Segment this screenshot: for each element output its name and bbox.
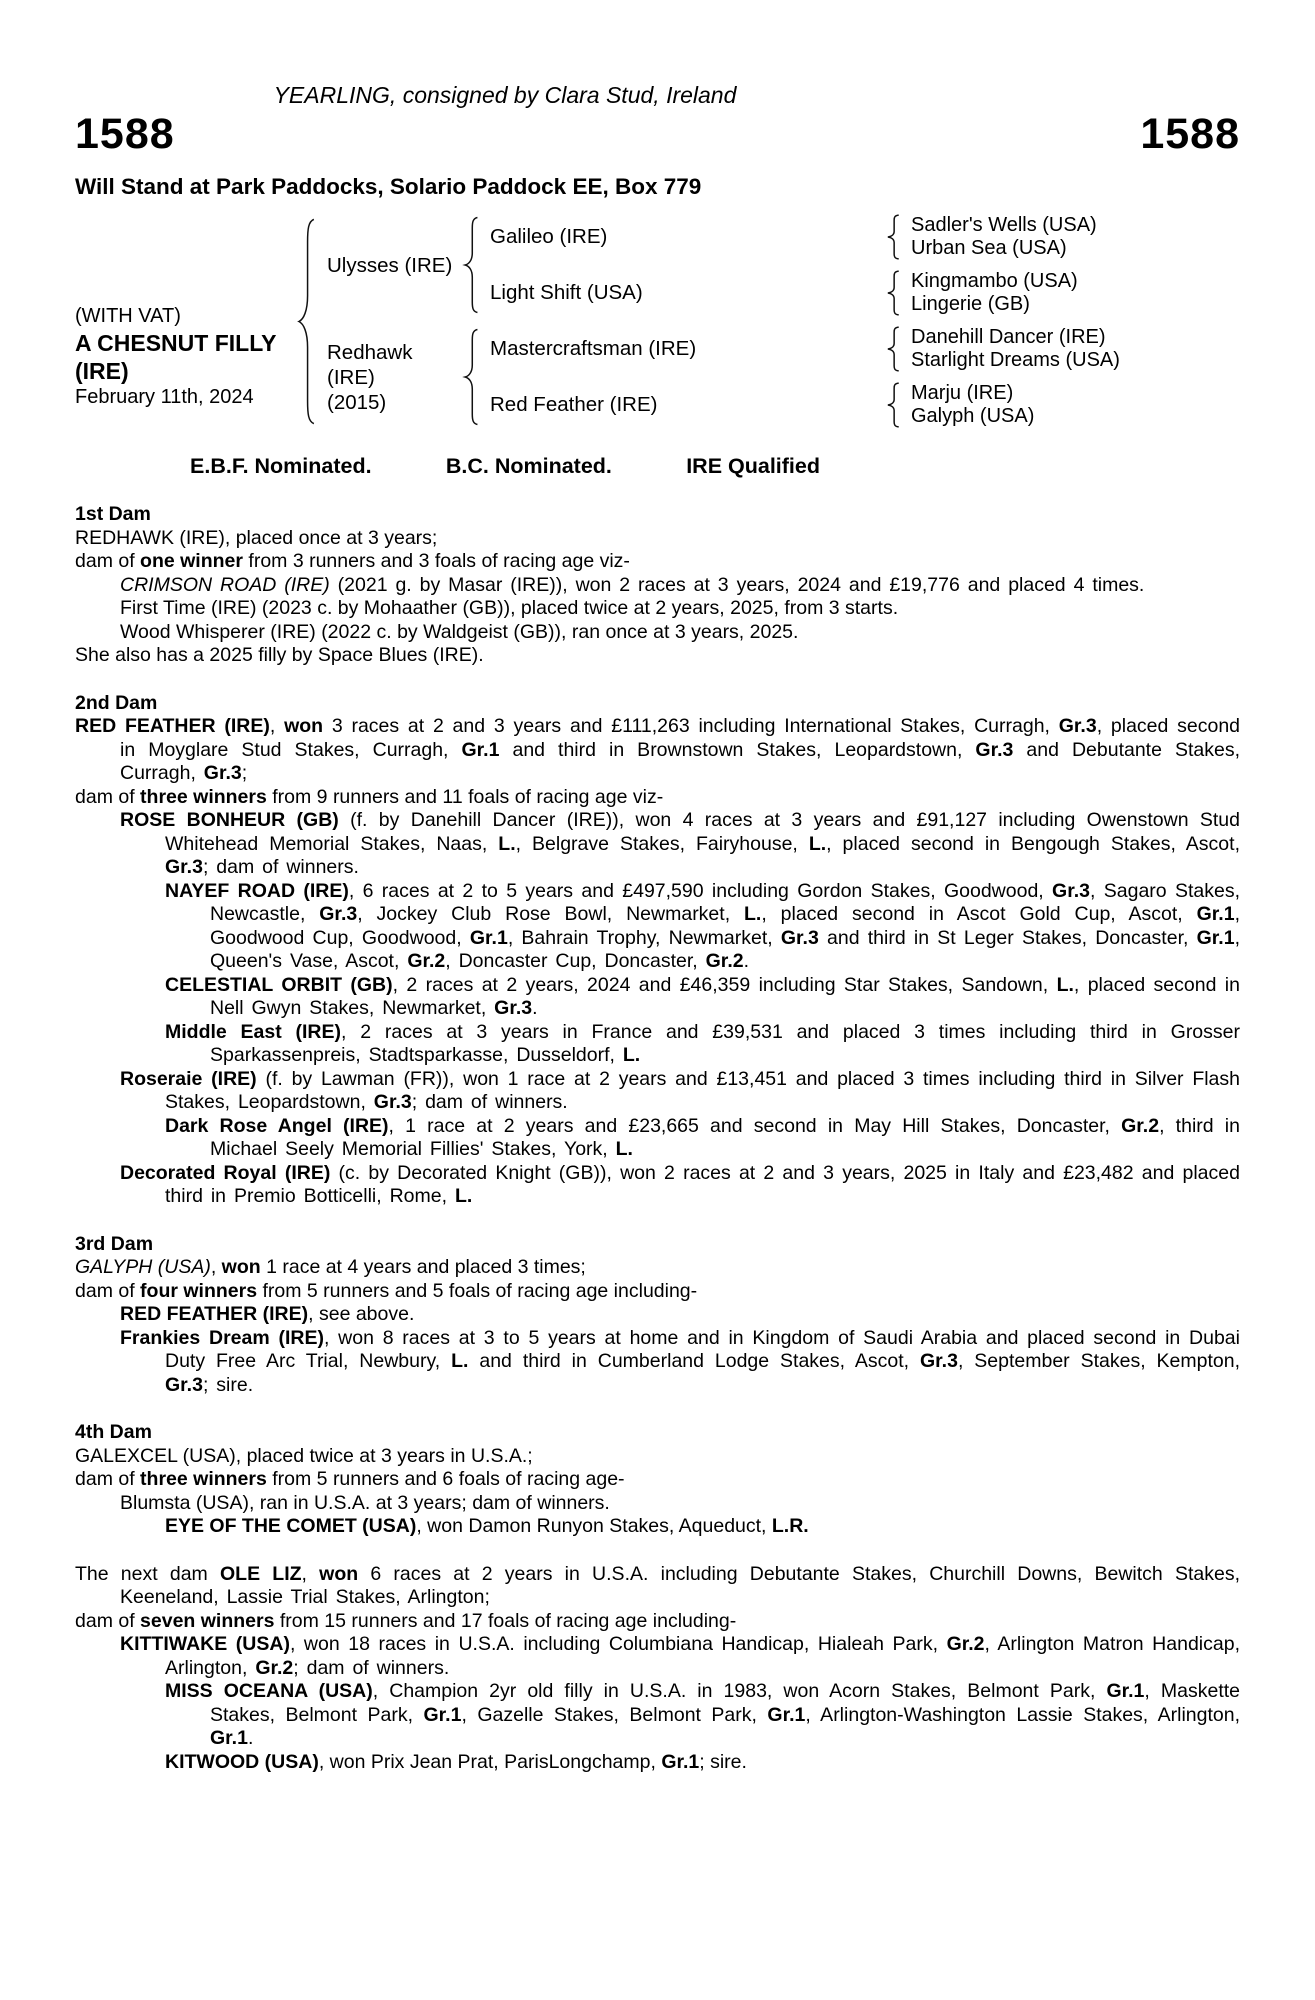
pedigree-paragraph bbox=[75, 1303, 1240, 1327]
sire-family bbox=[317, 212, 1120, 318]
pedigree-brace-icon bbox=[462, 215, 480, 315]
dam-section-heading: 3rd Dam bbox=[75, 1232, 154, 1255]
text-run: MISS OCEANA (USA) bbox=[165, 1680, 373, 1702]
text-run: (f. by Danehill Dancer (IRE)), won 4 races at 3 years and £91,127 including Owenstown Stud Whitehead Memorial Stakes, Naas, bbox=[165, 809, 1240, 855]
text-run: , placed second in Moyglare Stud Stakes, Curragh, bbox=[120, 715, 1241, 761]
text-run: Gr.3 bbox=[494, 997, 533, 1019]
pedigree-paragraph bbox=[75, 715, 1240, 786]
text-run: three winners bbox=[140, 1468, 267, 1490]
text-run: Gr.3 bbox=[1052, 879, 1090, 902]
great-granddam-name: Starlight Dreams (USA) bbox=[911, 349, 1120, 371]
pedigree-paragraph bbox=[75, 1162, 1240, 1209]
great-grandparents bbox=[901, 382, 1034, 428]
text-run: from 5 runners and 6 foals of racing age- bbox=[266, 1468, 625, 1490]
grandsire-name: Galileo (IRE) bbox=[490, 225, 608, 248]
pedigree-subject bbox=[75, 232, 295, 410]
text-run: won bbox=[284, 715, 324, 737]
lot-number-row bbox=[75, 110, 1240, 158]
text-run: and Debutante Stakes, Curragh, bbox=[120, 738, 1240, 784]
text-run: L. bbox=[808, 832, 827, 855]
lot-number-right: 1588 bbox=[1140, 110, 1240, 158]
grandsire-name: Mastercraftsman (IRE) bbox=[490, 337, 697, 360]
text-run: 3 races at 2 and 3 years and £111,263 including International Stakes, Curragh, bbox=[323, 715, 1059, 737]
nominations-row bbox=[190, 454, 820, 479]
text-run: from 5 runners and 5 foals of racing age including- bbox=[257, 1279, 698, 1302]
ebf-nomination: E.B.F. Nominated. bbox=[190, 454, 372, 478]
text-run: dam of bbox=[75, 785, 141, 808]
pedigree-paragraph bbox=[75, 1515, 1240, 1539]
pedigree-paragraph bbox=[75, 1468, 1240, 1492]
text-run: from 3 runners and 3 foals of racing age viz- bbox=[242, 550, 630, 572]
pedigree-paragraph bbox=[75, 786, 1240, 810]
dam-grandparents bbox=[480, 324, 1120, 430]
text-run: , bbox=[210, 1256, 222, 1278]
text-run: L. bbox=[451, 1350, 469, 1372]
dam-name: Redhawk (IRE) bbox=[327, 340, 413, 389]
pedigree-paragraph bbox=[75, 880, 1240, 974]
sire-name: Ulysses (IRE) bbox=[327, 253, 453, 277]
text-run: CELESTIAL ORBIT (GB) bbox=[165, 973, 393, 996]
great-grandsire-name: Danehill Dancer (IRE) bbox=[911, 326, 1106, 348]
text-run: , bbox=[301, 1562, 320, 1585]
text-run: EYE OF THE COMET (USA) bbox=[165, 1515, 417, 1537]
pedigree-paragraph bbox=[75, 574, 1240, 598]
text-run: She also has a 2025 filly by Space Blues (IRE). bbox=[75, 644, 484, 666]
stand-location-line: Will Stand at Park Paddocks, Solario Paddock EE, Box 779 bbox=[75, 174, 702, 199]
pedigree-families bbox=[317, 212, 1120, 430]
text-run: . bbox=[247, 1727, 254, 1749]
pedigree-paragraph bbox=[75, 1068, 1240, 1115]
great-grandparents bbox=[901, 214, 1097, 260]
text-run: Decorated Royal (IRE) bbox=[120, 1161, 331, 1184]
text-run: , Goodwood Cup, Goodwood, bbox=[210, 903, 1240, 949]
pedigree-paragraph bbox=[75, 527, 1240, 551]
text-run: , September Stakes, Kempton, bbox=[957, 1350, 1240, 1372]
text-run: , won Damon Runyon Stakes, Aqueduct, bbox=[416, 1515, 772, 1537]
text-run: ; dam of winners. bbox=[411, 1091, 568, 1113]
text-run: , 2 races at 3 years in France and £39,531 and placed 3 times including third in Grosser Sparkassenpreis, Stadtsparkasse, Dusseldorf, bbox=[210, 1020, 1240, 1066]
pedigree-brace-icon bbox=[885, 270, 901, 316]
text-run: , third in Michael Seely Memorial Fillies' Stakes, York, bbox=[210, 1114, 1240, 1160]
great-grandsire-name: Marju (IRE) bbox=[911, 382, 1014, 404]
text-run: dam of bbox=[75, 550, 141, 572]
text-run: and third in Cumberland Lodge Stakes, Ascot, bbox=[468, 1350, 920, 1372]
pedigree-paragraph bbox=[75, 644, 1240, 668]
text-run: 1 race at 4 years and placed 3 times; bbox=[260, 1256, 586, 1278]
text-run: L. bbox=[615, 1138, 633, 1160]
text-run: ; sire. bbox=[202, 1373, 254, 1396]
subject-origin: (IRE) bbox=[75, 358, 129, 384]
text-run: Gr.3 bbox=[920, 1350, 958, 1372]
pedigree-paragraph bbox=[75, 1633, 1240, 1680]
catalogue-body bbox=[75, 503, 1240, 1774]
pedigree-paragraph bbox=[75, 974, 1240, 1021]
granddam-unit bbox=[480, 268, 1097, 318]
text-run: Dark Rose Angel (IRE) bbox=[165, 1114, 389, 1137]
text-run: three winners bbox=[140, 785, 267, 808]
text-run: 6 races at 2 years in U.S.A. including Debutante Stakes, Churchill Downs, Bewitch Stakes, Keeneland, Lassie Trial Stakes, Arlington; bbox=[120, 1562, 1240, 1608]
text-run: , Gazelle Stakes, Belmont Park, bbox=[461, 1703, 768, 1726]
text-run: dam of bbox=[75, 1279, 141, 1302]
granddam-unit bbox=[480, 380, 1120, 430]
pedigree-paragraph bbox=[75, 1492, 1240, 1516]
pedigree-paragraph bbox=[75, 1115, 1240, 1162]
great-granddam-name: Urban Sea (USA) bbox=[911, 237, 1067, 259]
great-grandparents bbox=[901, 326, 1120, 372]
text-run: ROSE BONHEUR (GB) bbox=[120, 809, 339, 831]
text-run: Gr.2 bbox=[705, 950, 744, 972]
text-run: (f. by Lawman (FR)), won 1 race at 2 years and £13,451 and placed 3 times including third in Silver Flash Stakes, Leopardstown, bbox=[165, 1067, 1240, 1113]
text-run: Gr.1 bbox=[1196, 926, 1235, 949]
vat-note: (WITH VAT) bbox=[75, 305, 181, 327]
granddam-name: Light Shift (USA) bbox=[490, 281, 643, 304]
text-run: one winner bbox=[140, 550, 243, 572]
granddam-name: Red Feather (IRE) bbox=[490, 393, 658, 416]
text-run: Gr.3 bbox=[975, 738, 1014, 761]
text-run: ; dam of winners. bbox=[293, 1656, 450, 1679]
pedigree-brace-icon bbox=[885, 214, 901, 260]
text-run: GALEXCEL (USA), placed twice at 3 years in U.S.A.; bbox=[75, 1444, 533, 1467]
dam-year: (2015) bbox=[327, 390, 387, 414]
text-run: , bbox=[269, 715, 285, 737]
pedigree-paragraph bbox=[75, 1256, 1240, 1280]
text-run: , see above. bbox=[308, 1303, 415, 1325]
text-run: , won 18 races in U.S.A. including Columbiana Handicap, Hialeah Park, bbox=[289, 1633, 947, 1655]
text-run: OLE LIZ bbox=[220, 1562, 302, 1585]
text-run: (c. by Decorated Knight (GB)), won 2 races at 2 and 3 years, 2025 in Italy and £23,482 and placed third in Premio Botticelli, Rome, bbox=[165, 1161, 1240, 1207]
text-run: Gr.1 bbox=[1106, 1680, 1145, 1702]
text-run: four winners bbox=[140, 1279, 258, 1302]
grandsire-unit bbox=[480, 324, 1120, 374]
text-run: Gr.1 bbox=[461, 738, 500, 761]
pedigree-paragraph bbox=[75, 550, 1240, 574]
text-run: Gr.3 bbox=[165, 1373, 203, 1396]
text-run: won bbox=[221, 1256, 261, 1278]
text-run: from 15 runners and 17 foals of racing age including- bbox=[274, 1609, 737, 1632]
pedigree-brace-icon bbox=[295, 214, 317, 429]
text-run: , placed second in Bengough Stakes, Ascot, bbox=[826, 832, 1240, 855]
text-run: Gr.3 bbox=[319, 903, 358, 925]
text-run: and third in Brownstown Stakes, Leopardstown, bbox=[499, 738, 976, 761]
text-run: L. bbox=[454, 1185, 473, 1207]
text-run: , Champion 2yr old filly in U.S.A. in 1983, won Acorn Stakes, Belmont Park, bbox=[372, 1680, 1107, 1702]
text-run: KITWOOD (USA) bbox=[165, 1750, 319, 1773]
text-run: NAYEF ROAD (IRE) bbox=[165, 879, 349, 902]
text-run: Gr.1 bbox=[469, 926, 508, 949]
text-run: REDHAWK (IRE), placed once at 3 years; bbox=[75, 526, 438, 549]
pedigree-paragraph bbox=[75, 809, 1240, 880]
lot-number-left: 1588 bbox=[75, 110, 175, 158]
text-run: Gr.1 bbox=[1196, 903, 1235, 925]
text-run: Gr.1 bbox=[661, 1750, 700, 1773]
text-run: RED FEATHER (IRE) bbox=[75, 715, 270, 737]
text-run: , won 8 races at 3 to 5 years at home and in Kingdom of Saudi Arabia and placed second in Dubai Duty Free Arc Trial, Newbury, bbox=[165, 1326, 1240, 1372]
text-run: , Jockey Club Rose Bowl, Newmarket, bbox=[357, 903, 745, 925]
text-run: Gr.2 bbox=[1121, 1114, 1160, 1137]
pedigree-brace-icon bbox=[885, 326, 901, 372]
text-run: , placed second in Nell Gwyn Stakes, Newmarket, bbox=[210, 973, 1240, 1019]
ire-qualified: IRE Qualified bbox=[686, 454, 820, 478]
text-run: Gr.2 bbox=[407, 950, 446, 972]
text-run: Gr.3 bbox=[1058, 715, 1097, 737]
text-run: Gr.1 bbox=[767, 1703, 806, 1726]
great-granddam-name: Galyph (USA) bbox=[911, 405, 1035, 427]
pedigree-paragraph bbox=[75, 1563, 1240, 1610]
text-run: Blumsta (USA), ran in U.S.A. at 3 years; dam of winners. bbox=[120, 1491, 610, 1514]
text-run: . bbox=[532, 997, 538, 1019]
pedigree-paragraph bbox=[75, 621, 1240, 645]
text-run: Gr.2 bbox=[255, 1656, 294, 1679]
bc-nomination: B.C. Nominated. bbox=[445, 454, 612, 478]
dam-family bbox=[317, 324, 1120, 430]
text-run: L. bbox=[744, 903, 762, 925]
pedigree-paragraph bbox=[75, 1751, 1240, 1775]
text-run: ; dam of winners. bbox=[202, 856, 359, 878]
text-run: Frankies Dream (IRE) bbox=[120, 1326, 324, 1349]
text-run: , 2 races at 2 years, 2024 and £46,359 including Star Stakes, Sandown, bbox=[392, 973, 1057, 996]
text-run: (2021 g. by Masar (IRE)), won 2 races at 3 years, 2024 and £19,776 and placed 4 times. bbox=[329, 573, 1145, 596]
text-run: seven winners bbox=[140, 1609, 275, 1632]
text-run: CRIMSON ROAD (IRE) bbox=[120, 573, 330, 596]
text-run: , Belgrave Stakes, Fairyhouse, bbox=[515, 832, 809, 855]
great-grandsire-name: Sadler's Wells (USA) bbox=[911, 214, 1097, 236]
text-run: , 1 race at 2 years and £23,665 and second in May Hill Stakes, Doncaster, bbox=[388, 1114, 1122, 1137]
pedigree-paragraph bbox=[75, 1021, 1240, 1068]
grandsire-unit bbox=[480, 212, 1097, 262]
text-run: , Arlington Matron Handicap, Arlington, bbox=[165, 1633, 1240, 1679]
dam-section-heading: 1st Dam bbox=[75, 503, 151, 525]
text-run: L.R. bbox=[771, 1515, 809, 1537]
foal-date: February 11th, 2024 bbox=[75, 386, 254, 408]
text-run: , Sagaro Stakes, Newcastle, bbox=[210, 879, 1240, 925]
text-run: Gr.3 bbox=[203, 762, 242, 784]
pedigree-table bbox=[75, 212, 1240, 430]
text-run: Gr.3 bbox=[165, 856, 203, 878]
text-run: , Maskette Stakes, Belmont Park, bbox=[210, 1680, 1241, 1726]
great-grandparents bbox=[901, 270, 1078, 316]
text-run: The next dam bbox=[75, 1562, 220, 1585]
text-run: . bbox=[743, 950, 750, 972]
text-run: , Arlington-Washington Lassie Stakes, Arlington, bbox=[805, 1703, 1241, 1726]
text-run: Wood Whisperer (IRE) (2022 c. by Waldgeist (GB)), ran once at 3 years, 2025. bbox=[120, 620, 799, 643]
text-run: L. bbox=[1056, 973, 1074, 996]
pedigree-brace-icon bbox=[462, 327, 480, 427]
text-run: and third in St Leger Stakes, Doncaster, bbox=[818, 926, 1197, 949]
text-run: , Queen's Vase, Ascot, bbox=[210, 926, 1240, 972]
subject-name: A CHESNUT FILLY bbox=[75, 330, 277, 356]
dam-section-heading: 4th Dam bbox=[75, 1421, 152, 1443]
text-run: Roseraie (IRE) bbox=[120, 1067, 257, 1090]
text-run: Gr.3 bbox=[780, 926, 819, 949]
text-run: , Doncaster Cup, Doncaster, bbox=[445, 950, 706, 972]
dam-section-heading: 2nd Dam bbox=[75, 691, 158, 714]
great-grandsire-name: Kingmambo (USA) bbox=[911, 270, 1078, 292]
text-run: ; sire. bbox=[699, 1750, 747, 1773]
consignor-line: YEARLING, consigned by Clara Stud, Ireland bbox=[273, 82, 737, 108]
text-run: KITTIWAKE (USA) bbox=[120, 1633, 290, 1655]
pedigree-paragraph bbox=[75, 597, 1240, 621]
great-granddam-name: Lingerie (GB) bbox=[911, 293, 1030, 315]
text-run: ; bbox=[241, 762, 248, 784]
text-run: Gr.3 bbox=[373, 1091, 412, 1113]
text-run: won bbox=[319, 1562, 359, 1585]
text-run: Middle East (IRE) bbox=[165, 1020, 342, 1043]
text-run: Gr.1 bbox=[210, 1727, 248, 1749]
pedigree-paragraph bbox=[75, 1445, 1240, 1469]
text-run: RED FEATHER (IRE) bbox=[120, 1303, 309, 1325]
text-run: , 6 races at 2 to 5 years and £497,590 including Gordon Stakes, Goodwood, bbox=[348, 879, 1053, 902]
text-run: , won Prix Jean Prat, ParisLongchamp, bbox=[318, 1750, 662, 1773]
text-run: L. bbox=[622, 1044, 641, 1066]
text-run: dam of bbox=[75, 1468, 141, 1490]
text-run: from 9 runners and 11 foals of racing age viz- bbox=[266, 785, 664, 808]
dam-name-cell bbox=[317, 340, 462, 415]
pedigree-paragraph bbox=[75, 1680, 1240, 1751]
text-run: GALYPH (USA) bbox=[75, 1256, 211, 1278]
text-run: Gr.2 bbox=[946, 1633, 985, 1655]
text-run: , placed second in Ascot Gold Cup, Ascot, bbox=[761, 903, 1197, 925]
text-run: dam of bbox=[75, 1609, 141, 1632]
sire-grandparents bbox=[480, 212, 1097, 318]
pedigree-paragraph bbox=[75, 1280, 1240, 1304]
pedigree-paragraph bbox=[75, 1327, 1240, 1398]
text-run: First Time (IRE) (2023 c. by Mohaather (GB)), placed twice at 2 years, 2025, from 3 starts. bbox=[120, 597, 899, 619]
text-run: Gr.1 bbox=[423, 1703, 462, 1726]
pedigree-brace-icon bbox=[885, 382, 901, 428]
text-run: L. bbox=[498, 832, 516, 855]
pedigree-paragraph bbox=[75, 1610, 1240, 1634]
text-run: , Bahrain Trophy, Newmarket, bbox=[507, 926, 781, 949]
